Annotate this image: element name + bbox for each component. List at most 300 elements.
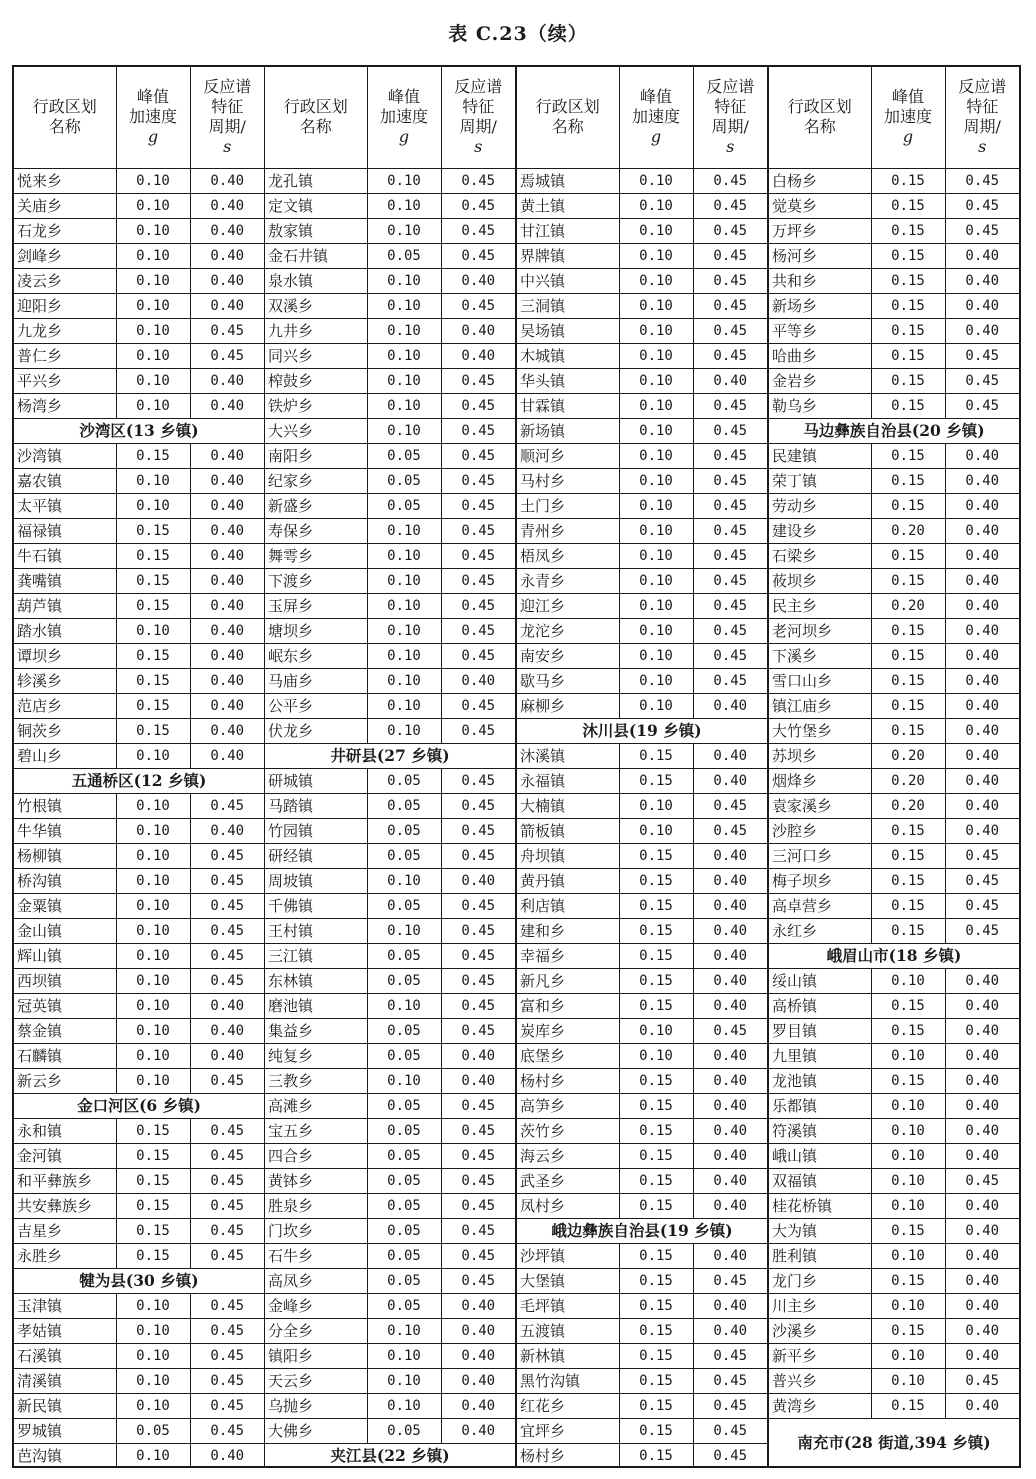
place-name: 铜茨乡 [14, 718, 116, 743]
place-name: 大为镇 [769, 1218, 871, 1243]
place-name: 毛坪镇 [517, 1293, 619, 1318]
table-row [14, 618, 264, 643]
place-name: 勒乌乡 [769, 393, 871, 418]
table-row [517, 568, 767, 593]
table-row [769, 718, 1019, 743]
peak-acceleration-value: 0.10 [367, 168, 441, 193]
characteristic-period-value: 0.45 [190, 343, 264, 368]
table-row [14, 468, 264, 493]
peak-acceleration-value: 0.10 [367, 368, 441, 393]
group-heading: 夹江县(22 乡镇) [330, 1445, 450, 1465]
peak-acceleration-value: 0.05 [367, 818, 441, 843]
peak-acceleration-value: 0.10 [367, 618, 441, 643]
characteristic-period-value: 0.40 [945, 593, 1019, 618]
table-row [769, 618, 1019, 643]
peak-acceleration-value: 0.20 [871, 768, 945, 793]
peak-acceleration-value: 0.10 [367, 1343, 441, 1368]
characteristic-period-value: 0.40 [441, 268, 515, 293]
table-row [14, 443, 264, 468]
characteristic-period-value: 0.45 [945, 393, 1019, 418]
group-row [14, 1093, 264, 1118]
table-row [769, 393, 1019, 418]
place-name: 共安彝族乡 [14, 1193, 116, 1218]
place-name: 乐都镇 [769, 1093, 871, 1118]
table-row [265, 468, 515, 493]
table-row [265, 293, 515, 318]
table-row [517, 893, 767, 918]
header-name-line: 名称 [48, 117, 81, 137]
table-row [14, 643, 264, 668]
place-name: 下渡乡 [265, 568, 367, 593]
characteristic-period-value: 0.40 [190, 218, 264, 243]
characteristic-period-value: 0.45 [441, 518, 515, 543]
group-row [14, 1268, 264, 1293]
characteristic-period-value: 0.40 [945, 293, 1019, 318]
characteristic-period-value: 0.45 [693, 1368, 767, 1393]
peak-acceleration-value: 0.05 [367, 443, 441, 468]
characteristic-period-value: 0.45 [441, 968, 515, 993]
place-name: 葫芦镇 [14, 593, 116, 618]
table-row [14, 743, 264, 768]
place-name: 黄丹镇 [517, 868, 619, 893]
table-row [517, 693, 767, 718]
place-name: 龚嘴镇 [14, 568, 116, 593]
place-name: 荣丁镇 [769, 468, 871, 493]
table-row [769, 1143, 1019, 1168]
header-pga-line: 加速度 [631, 107, 680, 127]
place-name: 福禄镇 [14, 518, 116, 543]
table-row [14, 993, 264, 1018]
place-name: 玉津镇 [14, 1293, 116, 1318]
place-name: 绥山镇 [769, 968, 871, 993]
place-name: 万坪乡 [769, 218, 871, 243]
characteristic-period-value: 0.40 [693, 1293, 767, 1318]
table-row [14, 1068, 264, 1093]
characteristic-period-value: 0.40 [945, 1243, 1019, 1268]
table-row [769, 218, 1019, 243]
place-name: 同兴乡 [265, 343, 367, 368]
peak-acceleration-value: 0.10 [116, 393, 190, 418]
characteristic-period-value: 0.45 [713, 1447, 748, 1464]
place-name: 轸溪乡 [14, 668, 116, 693]
peak-acceleration-value: 0.10 [116, 168, 190, 193]
characteristic-period-value: 0.40 [945, 518, 1019, 543]
peak-acceleration-value: 0.15 [116, 668, 190, 693]
table-row [769, 1243, 1019, 1268]
table-row [769, 1043, 1019, 1068]
table-row [265, 718, 515, 743]
characteristic-period-value: 0.45 [190, 1118, 264, 1143]
table-row [265, 518, 515, 543]
table-row [517, 818, 767, 843]
header-name [14, 67, 116, 168]
table-row [265, 1018, 515, 1043]
peak-acceleration-value: 0.10 [367, 1393, 441, 1418]
group-heading: 犍为县(30 乡镇) [14, 1268, 264, 1293]
peak-acceleration-value: 0.10 [619, 1018, 693, 1043]
peak-acceleration-value: 0.05 [367, 843, 441, 868]
peak-acceleration-value: 0.15 [116, 643, 190, 668]
place-name: 凌云乡 [14, 268, 116, 293]
characteristic-period-value: 0.45 [693, 668, 767, 693]
peak-acceleration-value: 0.10 [116, 968, 190, 993]
table-row [265, 1168, 515, 1193]
characteristic-period-value: 0.45 [441, 393, 515, 418]
table-row [265, 693, 515, 718]
peak-acceleration-value: 0.10 [871, 1168, 945, 1193]
place-name: 金岩乡 [769, 368, 871, 393]
characteristic-period-value: 0.40 [190, 693, 264, 718]
peak-acceleration-value: 0.10 [367, 668, 441, 693]
place-name: 石牛乡 [265, 1243, 367, 1268]
table-row [265, 943, 515, 968]
header-pga [619, 67, 693, 168]
place-name: 新平乡 [769, 1343, 871, 1368]
peak-acceleration-value: 0.10 [367, 343, 441, 368]
characteristic-period-value: 0.45 [441, 443, 515, 468]
peak-acceleration-value: 0.15 [619, 943, 693, 968]
table-row [517, 243, 767, 268]
place-name: 利店镇 [517, 893, 619, 918]
table-row [265, 868, 515, 893]
peak-acceleration-value: 0.10 [116, 1393, 190, 1418]
place-name: 千佛镇 [265, 893, 367, 918]
place-name: 梅子坝乡 [769, 868, 871, 893]
peak-acceleration-value: 0.15 [619, 768, 693, 793]
place-name: 铁炉乡 [265, 393, 367, 418]
header-name-line: 行政区划 [535, 97, 600, 117]
characteristic-period-value: 0.40 [945, 718, 1019, 743]
table-row [769, 1318, 1019, 1343]
table-row [769, 1293, 1019, 1318]
characteristic-period-value: 0.40 [693, 1093, 767, 1118]
peak-acceleration-value: 0.15 [871, 193, 945, 218]
table-row [14, 968, 264, 993]
characteristic-period-value: 0.45 [441, 468, 515, 493]
place-name: 迎阳乡 [14, 293, 116, 318]
table-row [14, 1293, 264, 1318]
table-row [769, 343, 1019, 368]
table-row [14, 1343, 264, 1368]
characteristic-period-value: 0.40 [693, 1068, 767, 1093]
group-heading: 峨眉山市(18 乡镇) [769, 943, 1019, 968]
place-name: 老河坝乡 [769, 618, 871, 643]
place-name: 白杨乡 [769, 168, 871, 193]
characteristic-period-value: 0.40 [190, 1018, 264, 1043]
peak-acceleration-value: 0.10 [367, 543, 441, 568]
peak-acceleration-value: 0.15 [619, 743, 693, 768]
place-name: 石梁乡 [769, 543, 871, 568]
table-row [517, 993, 767, 1018]
peak-acceleration-value: 0.05 [367, 1243, 441, 1268]
place-name: 平兴乡 [14, 368, 116, 393]
table-row [265, 768, 515, 793]
characteristic-period-value: 0.40 [190, 743, 264, 768]
peak-acceleration-value: 0.10 [116, 343, 190, 368]
place-name: 天云乡 [265, 1368, 367, 1393]
characteristic-period-value: 0.45 [441, 1243, 515, 1268]
header-name-line: 名称 [551, 117, 584, 137]
table-row [769, 368, 1019, 393]
seismic-parameter-table [12, 65, 1018, 1465]
header-pga-line: 加速度 [128, 107, 177, 127]
table-row [265, 1243, 515, 1268]
place-name: 集益乡 [265, 1018, 367, 1043]
group-row [517, 718, 767, 743]
characteristic-period-value: 0.45 [441, 843, 515, 868]
peak-acceleration-value: 0.10 [367, 518, 441, 543]
characteristic-period-value: 0.40 [190, 668, 264, 693]
characteristic-period-value: 0.45 [441, 818, 515, 843]
place-name: 辉山镇 [14, 943, 116, 968]
peak-acceleration-value: 0.10 [871, 1343, 945, 1368]
group-heading: 峨边彝族自治县(19 乡镇) [517, 1218, 767, 1243]
peak-acceleration-value: 0.10 [619, 793, 693, 818]
peak-acceleration-value: 0.15 [871, 1018, 945, 1043]
table-row [14, 268, 264, 293]
peak-acceleration-value: 0.15 [619, 1243, 693, 1268]
peak-acceleration-value: 0.15 [619, 1093, 693, 1118]
peak-acceleration-value: 0.15 [619, 1343, 693, 1368]
characteristic-period-value: 0.40 [441, 1393, 515, 1418]
characteristic-period-value: 0.40 [945, 1143, 1019, 1168]
table-row [769, 1218, 1019, 1243]
characteristic-period-value: 0.40 [945, 818, 1019, 843]
peak-acceleration-value: 0.15 [871, 718, 945, 743]
peak-acceleration-value: 0.10 [619, 493, 693, 518]
place-name: 大佛乡 [265, 1418, 367, 1443]
characteristic-period-value: 0.45 [441, 1018, 515, 1043]
place-name: 金石井镇 [265, 243, 367, 268]
place-name: 箭板镇 [517, 818, 619, 843]
place-name: 歇马乡 [517, 668, 619, 693]
characteristic-period-value: 0.45 [693, 193, 767, 218]
table-row [769, 668, 1019, 693]
place-name: 大竹堡乡 [769, 718, 871, 743]
place-name: 南阳乡 [265, 443, 367, 468]
peak-acceleration-value: 0.15 [116, 443, 190, 468]
peak-acceleration-value: 0.10 [871, 1093, 945, 1118]
characteristic-period-value: 0.40 [693, 693, 767, 718]
place-name: 梧凤乡 [517, 543, 619, 568]
peak-acceleration-value: 0.10 [116, 368, 190, 393]
table-row [14, 568, 264, 593]
peak-acceleration-value: 0.15 [619, 1368, 693, 1393]
peak-acceleration-value: 0.15 [619, 1293, 693, 1318]
place-name: 凤村乡 [517, 1193, 619, 1218]
peak-acceleration-value: 0.10 [619, 668, 693, 693]
place-name: 玉屏乡 [265, 593, 367, 618]
table-row [517, 418, 767, 443]
header-pga [116, 67, 190, 168]
place-name: 马村乡 [517, 468, 619, 493]
table-row [769, 918, 1019, 943]
place-name: 吉星乡 [14, 1218, 116, 1243]
characteristic-period-value: 0.40 [441, 1293, 515, 1318]
characteristic-period-value: 0.45 [441, 718, 515, 743]
place-name: 大堡镇 [517, 1268, 619, 1293]
data-table [14, 67, 264, 1468]
characteristic-period-value: 0.45 [190, 843, 264, 868]
characteristic-period-value: 0.45 [693, 543, 767, 568]
characteristic-period-value: 0.40 [441, 1418, 515, 1443]
place-name: 九里镇 [769, 1043, 871, 1068]
table-row [769, 843, 1019, 868]
place-name: 东林镇 [265, 968, 367, 993]
peak-acceleration-value: 0.15 [116, 1143, 190, 1168]
place-name: 龙门乡 [769, 1268, 871, 1293]
characteristic-period-value: 0.40 [693, 918, 767, 943]
place-name: 莜坝乡 [769, 568, 871, 593]
group-row [769, 1418, 1019, 1468]
place-name: 富和乡 [517, 993, 619, 1018]
characteristic-period-value: 0.45 [693, 643, 767, 668]
characteristic-period-value: 0.45 [441, 218, 515, 243]
characteristic-period-value: 0.45 [693, 1343, 767, 1368]
peak-acceleration-value: 0.15 [871, 443, 945, 468]
place-name: 塘坝乡 [265, 618, 367, 643]
group-heading: 金口河区(6 乡镇) [14, 1093, 264, 1118]
table-row [517, 168, 767, 193]
place-name: 三教乡 [265, 1068, 367, 1093]
table-row [265, 243, 515, 268]
table-header [769, 67, 1019, 168]
table-row [265, 1318, 515, 1343]
characteristic-period-value: 0.40 [693, 893, 767, 918]
table-row [517, 1268, 767, 1293]
characteristic-period-value: 0.45 [441, 568, 515, 593]
characteristic-period-value: 0.45 [693, 318, 767, 343]
header-period-line: 反应谱 [958, 77, 1007, 97]
place-name: 雪口山乡 [769, 668, 871, 693]
place-name: 袁家溪乡 [769, 793, 871, 818]
characteristic-period-value: 0.45 [190, 918, 264, 943]
place-name: 高滩乡 [265, 1093, 367, 1118]
table-row [517, 1418, 767, 1443]
peak-acceleration-value: 0.15 [116, 1168, 190, 1193]
characteristic-period-value: 0.40 [693, 743, 767, 768]
characteristic-period-value: 0.45 [945, 368, 1019, 393]
peak-acceleration-value: 0.15 [871, 818, 945, 843]
table-row [265, 1093, 515, 1118]
table-row [769, 1118, 1019, 1143]
characteristic-period-value: 0.45 [693, 218, 767, 243]
peak-acceleration-value: 0.10 [116, 1343, 190, 1368]
peak-acceleration-value: 0.10 [367, 593, 441, 618]
characteristic-period-value: 0.40 [945, 1093, 1019, 1118]
characteristic-period-value: 0.40 [190, 293, 264, 318]
place-name: 符溪镇 [769, 1118, 871, 1143]
characteristic-period-value: 0.40 [190, 443, 264, 468]
peak-acceleration-value: 0.15 [871, 268, 945, 293]
characteristic-period-value: 0.40 [945, 643, 1019, 668]
place-name: 新民镇 [14, 1393, 116, 1418]
table-row [14, 843, 264, 868]
table-row [265, 1293, 515, 1318]
table-row [265, 218, 515, 243]
peak-acceleration-value: 0.20 [871, 518, 945, 543]
table-row [517, 543, 767, 568]
place-name: 马庙乡 [265, 668, 367, 693]
place-name: 周坡镇 [265, 868, 367, 893]
group-heading-line: 南充市 [797, 1433, 844, 1453]
peak-acceleration-value: 0.10 [367, 218, 441, 243]
peak-acceleration-value: 0.10 [619, 318, 693, 343]
peak-acceleration-value: 0.05 [367, 968, 441, 993]
characteristic-period-value: 0.45 [441, 293, 515, 318]
place-name: 竹根镇 [14, 793, 116, 818]
header-pga-line: 加速度 [379, 107, 428, 127]
peak-acceleration-value: 0.15 [116, 1218, 190, 1243]
characteristic-period-value: 0.45 [441, 893, 515, 918]
characteristic-period-value: 0.45 [441, 993, 515, 1018]
header-pga-unit: g [398, 127, 410, 147]
characteristic-period-value: 0.40 [693, 368, 767, 393]
characteristic-period-value: 0.45 [945, 868, 1019, 893]
place-name: 共和乡 [769, 268, 871, 293]
header-pga-line: 峰值 [136, 87, 169, 107]
characteristic-period-value: 0.40 [190, 618, 264, 643]
peak-acceleration-value: 0.15 [871, 843, 945, 868]
place-name: 磨池镇 [265, 993, 367, 1018]
peak-acceleration-value: 0.15 [871, 993, 945, 1018]
characteristic-period-value: 0.45 [190, 1243, 264, 1268]
characteristic-period-value: 0.45 [693, 393, 767, 418]
group-heading [769, 1418, 1019, 1468]
peak-acceleration-value: 0.10 [116, 743, 190, 768]
place-name: 幸福乡 [517, 943, 619, 968]
place-name: 永红乡 [769, 918, 871, 943]
peak-acceleration-value: 0.15 [619, 1168, 693, 1193]
table-row [769, 318, 1019, 343]
place-name: 岷东乡 [265, 643, 367, 668]
place-name: 茨竹乡 [517, 1118, 619, 1143]
characteristic-period-value: 0.45 [441, 643, 515, 668]
characteristic-period-value: 0.40 [693, 1043, 767, 1068]
table-row [14, 1118, 264, 1143]
table-row [265, 1218, 515, 1243]
peak-acceleration-value: 0.20 [871, 743, 945, 768]
table-row [517, 493, 767, 518]
header-pga-line: 峰值 [387, 87, 420, 107]
place-name: 榨鼓乡 [265, 368, 367, 393]
header-period-line: 特征 [714, 97, 747, 117]
peak-acceleration-value: 0.05 [367, 1293, 441, 1318]
header-period-line: 周期/ [459, 117, 497, 137]
table-row [265, 843, 515, 868]
peak-acceleration-value: 0.10 [116, 1068, 190, 1093]
place-name: 门坎乡 [265, 1218, 367, 1243]
peak-acceleration-value: 0.15 [619, 918, 693, 943]
table-row [14, 1168, 264, 1193]
peak-acceleration-value: 0.15 [116, 543, 190, 568]
header-pga-line: 峰值 [639, 87, 672, 107]
characteristic-period-value: 0.45 [693, 168, 767, 193]
table-row [517, 218, 767, 243]
characteristic-period-value: 0.40 [441, 668, 515, 693]
characteristic-period-value: 0.45 [190, 1143, 264, 1168]
peak-acceleration-value: 0.10 [116, 493, 190, 518]
table-row [517, 518, 767, 543]
peak-acceleration-value: 0.10 [116, 893, 190, 918]
place-name: 芭沟镇 [14, 1443, 116, 1468]
table-row [14, 243, 264, 268]
peak-acceleration-value: 0.10 [116, 843, 190, 868]
place-name: 杨河乡 [769, 243, 871, 268]
peak-acceleration-value: 0.10 [367, 193, 441, 218]
group-heading: 沙湾区(13 乡镇) [14, 418, 264, 443]
header-period-line: 反应谱 [454, 77, 503, 97]
